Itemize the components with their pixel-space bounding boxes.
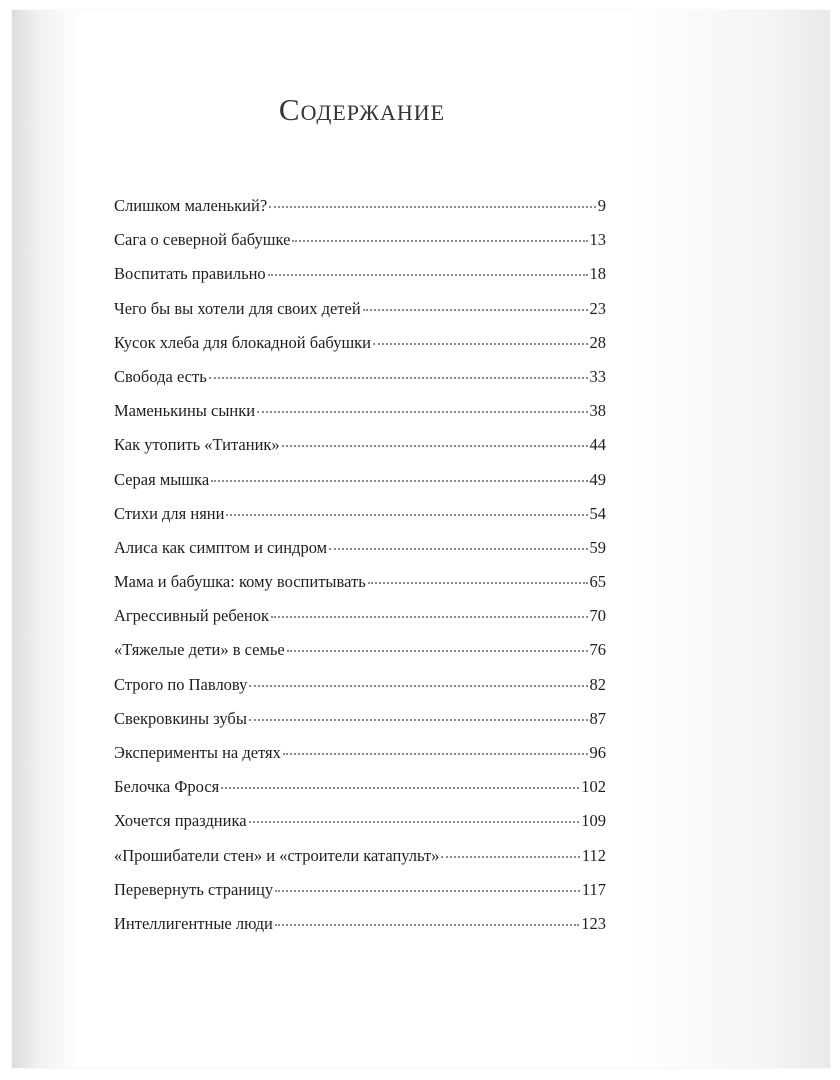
toc-entry-page-number: 54 [589, 503, 606, 523]
dot-leader [363, 308, 588, 311]
toc-entry [114, 264, 606, 298]
book-page [12, 10, 830, 1068]
toc-entry [114, 367, 606, 401]
toc-entry-page-number: 65 [589, 572, 606, 592]
toc-entry-title: Как утопить «Титаник» [114, 435, 280, 455]
toc-entry-page-number: 82 [589, 674, 606, 694]
toc-entry [114, 846, 606, 880]
toc-entry-page-number: 28 [589, 332, 606, 352]
dot-leader [292, 239, 587, 242]
dot-leader [271, 615, 588, 618]
dot-leader [373, 342, 588, 345]
toc-entry-page-number: 87 [589, 708, 606, 728]
toc-entry-title: Интеллигентные люди [114, 913, 273, 933]
toc-entry-title: Агрессивный ребенок [114, 606, 269, 626]
dot-leader [282, 444, 588, 447]
toc-entry-title: Строго по Павлову [114, 674, 248, 694]
toc-entry [114, 914, 606, 948]
toc-entry-title: Перевернуть страницу [114, 879, 274, 899]
toc-entry-title: Кусок хлеба для блокадной бабушки [114, 332, 371, 352]
toc-entry-title: Слишком маленький? [114, 196, 268, 215]
toc-entry [114, 230, 606, 264]
toc-entry-title: Серая мышка [114, 469, 210, 489]
toc-entry [114, 299, 606, 333]
toc-entry-title: Чего бы вы хотели для своих детей [114, 298, 361, 318]
toc-entry [114, 572, 606, 606]
toc-entry-title: Хочется праздника [114, 811, 247, 831]
toc-entry [114, 743, 606, 777]
toc-entry-page-number: 49 [589, 469, 606, 489]
toc-entry [114, 811, 606, 845]
toc-entry-title: Мама и бабушка: кому воспитывать [114, 572, 366, 592]
dot-leader [287, 649, 588, 652]
table-of-contents [114, 196, 606, 948]
toc-entry [114, 538, 606, 572]
toc-entry [114, 196, 606, 230]
toc-entry [114, 640, 606, 674]
toc-entry-title: Эксперименты на детях [114, 743, 281, 762]
toc-entry-title: Белочка Фрося [114, 777, 220, 797]
toc-entry-page-number: 13 [589, 230, 606, 250]
dot-leader [249, 718, 588, 721]
toc-entry-title: Стихи для няни [114, 503, 225, 523]
toc-entry [114, 675, 606, 709]
dot-leader [209, 376, 588, 379]
toc-entry-title: «Прошибатели стен» и «строители катапульт» [114, 845, 440, 865]
toc-entry-page-number: 112 [581, 845, 606, 865]
dot-leader [211, 479, 587, 482]
toc-entry-title: Свекровкины зубы [114, 708, 247, 728]
toc-entry [114, 606, 606, 640]
toc-entry-page-number: 38 [589, 401, 606, 421]
dot-leader [249, 820, 580, 823]
toc-entry-title: Алиса как симптом и синдром [114, 537, 328, 557]
toc-entry-page-number: 117 [581, 879, 606, 899]
toc-entry-page-number: 70 [589, 606, 606, 626]
toc-entry-page-number: 9 [597, 196, 606, 215]
toc-entry-page-number: 123 [581, 913, 606, 933]
toc-entry-title: «Тяжелые дети» в семье [114, 640, 285, 660]
toc-entry [114, 435, 606, 469]
toc-entry-title: Сага о северной бабушке [114, 230, 291, 250]
dot-leader [257, 410, 587, 413]
toc-entry-page-number: 18 [589, 264, 606, 284]
dot-leader [275, 923, 579, 926]
page-title: Содержание [278, 92, 446, 127]
dot-leader [249, 684, 587, 687]
toc-entry-page-number: 44 [589, 435, 606, 455]
toc-entry-page-number: 23 [589, 298, 606, 318]
dot-leader [226, 513, 587, 516]
toc-entry [114, 880, 606, 914]
toc-entry-title: Воспитать правильно [114, 264, 266, 284]
toc-entry-title: Маменькины сынки [114, 401, 256, 421]
toc-entry-page-number: 59 [589, 537, 606, 557]
toc-entry [114, 777, 606, 811]
toc-entry [114, 333, 606, 367]
toc-entry-page-number: 109 [581, 811, 606, 831]
dot-leader [268, 273, 588, 276]
toc-entry-page-number: 76 [589, 640, 606, 660]
dot-leader [283, 752, 588, 755]
dot-leader [329, 547, 587, 550]
toc-entry-page-number: 102 [581, 777, 606, 797]
toc-entry-page-number: 96 [589, 743, 606, 762]
toc-entry [114, 504, 606, 538]
toc-entry [114, 401, 606, 435]
dot-leader [269, 205, 596, 208]
dot-leader [275, 889, 580, 892]
toc-entry-page-number: 33 [589, 366, 606, 386]
dot-leader [441, 855, 579, 858]
dot-leader [221, 786, 579, 789]
toc-entry [114, 709, 606, 743]
dot-leader [368, 581, 588, 584]
toc-entry-title: Свобода есть [114, 366, 207, 386]
toc-entry [114, 470, 606, 504]
